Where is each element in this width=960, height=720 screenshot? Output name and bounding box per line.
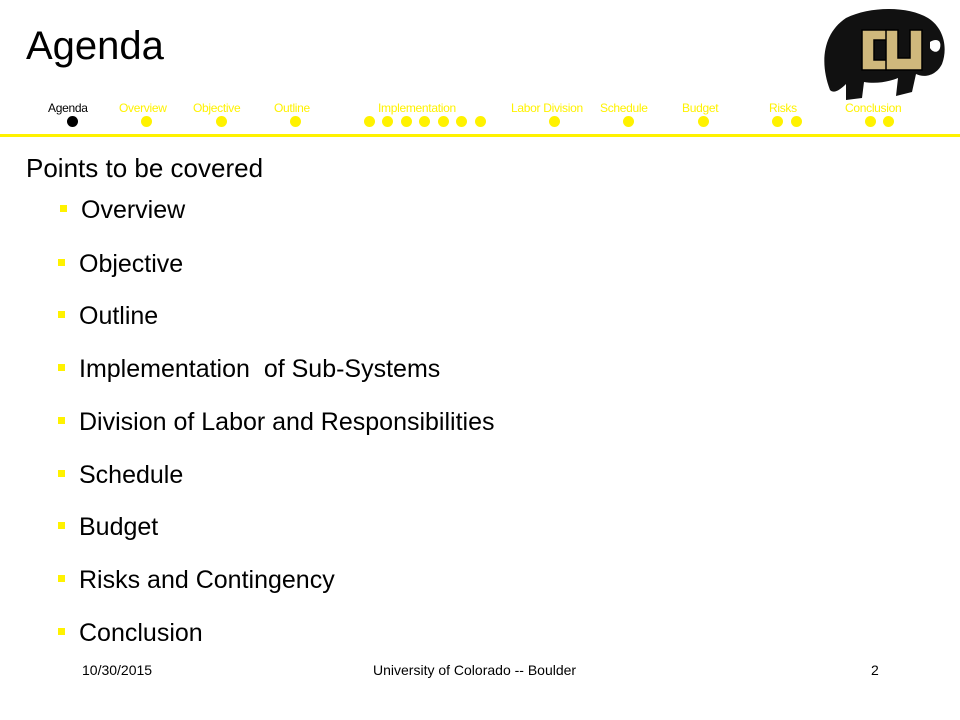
agenda-item-schedule — [58, 460, 183, 490]
nav-dot-implementation-5[interactable] — [438, 116, 449, 127]
bullet-icon — [58, 522, 65, 529]
bullet-icon — [58, 628, 65, 635]
nav-label-risks[interactable]: Risks — [769, 101, 797, 115]
agenda-item-label: Implementation of Sub-Systems — [79, 355, 441, 383]
agenda-item-label: Objective — [79, 250, 184, 278]
bullet-icon — [58, 417, 65, 424]
agenda-item-budget — [58, 512, 158, 542]
nav-dot-risks-1[interactable] — [772, 116, 783, 127]
nav-dot-labor-division[interactable] — [549, 116, 560, 127]
nav-dot-objective[interactable] — [216, 116, 227, 127]
agenda-item-label: Schedule — [79, 461, 184, 489]
nav-dot-implementation-3[interactable] — [401, 116, 412, 127]
agenda-item-overview — [60, 195, 185, 225]
nav-label-overview[interactable]: Overview — [119, 101, 167, 115]
nav-dot-risks-2[interactable] — [791, 116, 802, 127]
nav-dot-implementation-2[interactable] — [382, 116, 393, 127]
slide-title: Agenda — [26, 24, 164, 68]
bullet-icon — [58, 259, 65, 266]
agenda-item-label: Overview — [81, 196, 186, 224]
nav-label-outline[interactable]: Outline — [274, 101, 310, 115]
agenda-item-division-of-labor — [58, 407, 495, 437]
nav-label-labor-division[interactable]: Labor Division — [511, 101, 583, 115]
slide-subtitle: Points to be covered — [26, 153, 264, 183]
nav-dot-outline[interactable] — [290, 116, 301, 127]
nav-dot-budget[interactable] — [698, 116, 709, 127]
nav-label-agenda[interactable]: Agenda — [48, 101, 88, 115]
agenda-item-label: Conclusion — [79, 619, 203, 647]
nav-dot-implementation-4[interactable] — [419, 116, 430, 127]
cu-buffalo-logo-icon — [812, 4, 952, 104]
nav-dot-implementation-1[interactable] — [364, 116, 375, 127]
footer-organization: University of Colorado -- Boulder — [373, 662, 577, 678]
nav-label-conclusion[interactable]: Conclusion — [845, 101, 902, 115]
nav-dot-conclusion-1[interactable] — [865, 116, 876, 127]
agenda-item-label: Outline — [79, 302, 159, 330]
agenda-item-risks — [58, 565, 335, 595]
agenda-item-objective — [58, 249, 183, 279]
agenda-item-outline — [58, 301, 158, 331]
nav-dot-conclusion-2[interactable] — [883, 116, 894, 127]
nav-label-objective[interactable]: Objective — [193, 101, 241, 115]
nav-label-budget[interactable]: Budget — [682, 101, 719, 115]
agenda-item-label: Risks and Contingency — [79, 566, 335, 594]
nav-dot-overview[interactable] — [141, 116, 152, 127]
bullet-icon — [58, 311, 65, 318]
agenda-item-conclusion — [58, 618, 203, 648]
nav-dot-agenda[interactable] — [67, 116, 78, 127]
nav-dot-schedule[interactable] — [623, 116, 634, 127]
bullet-icon — [58, 470, 65, 477]
nav-divider — [0, 134, 960, 137]
nav-label-implementation[interactable]: Implementation — [378, 101, 456, 115]
agenda-item-implementation — [58, 354, 440, 384]
nav-label-schedule[interactable]: Schedule — [600, 101, 648, 115]
bullet-icon — [58, 364, 65, 371]
nav-dot-implementation-7[interactable] — [475, 116, 486, 127]
agenda-item-label: Budget — [79, 513, 159, 541]
bullet-icon — [60, 205, 67, 212]
bullet-icon — [58, 575, 65, 582]
agenda-item-label: Division of Labor and Responsibilities — [79, 408, 495, 436]
footer-page-number: 2 — [871, 662, 879, 678]
footer-date: 10/30/2015 — [82, 662, 153, 678]
nav-dot-implementation-6[interactable] — [456, 116, 467, 127]
